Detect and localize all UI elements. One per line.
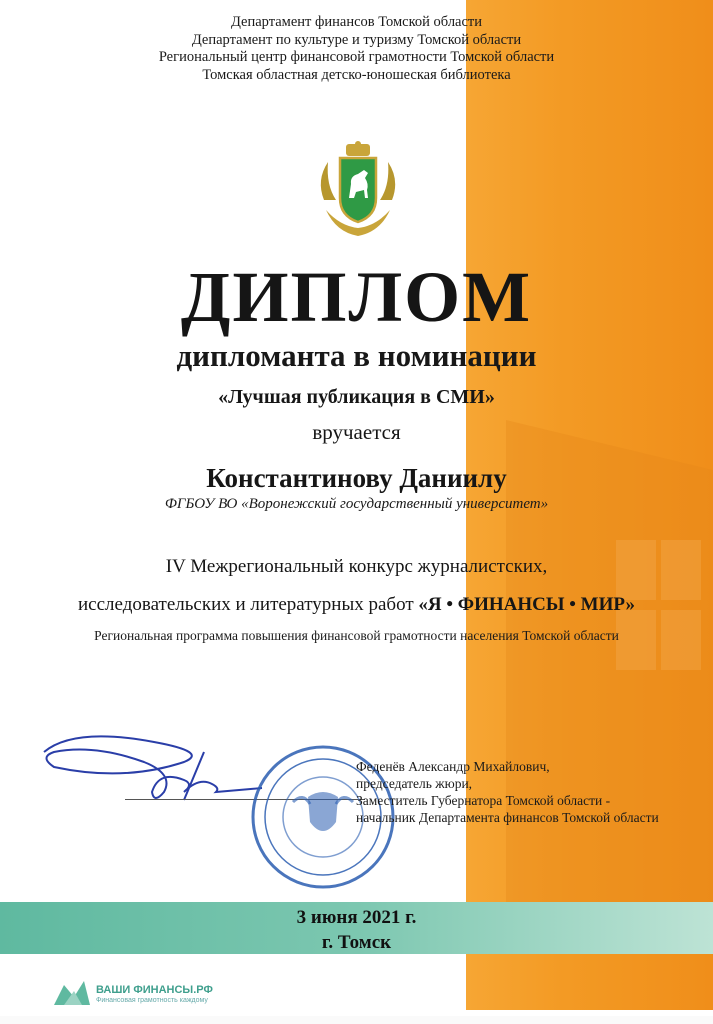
logo-title: ВАШИ ФИНАНСЫ.РФ (96, 984, 213, 996)
awarded-text: вручается (312, 420, 401, 444)
header-line: Департамент по культуре и туризму Томской области (191, 31, 522, 48)
handwritten-signature (34, 722, 264, 822)
header-line: Томская областная детско-юношеская библиотека (202, 66, 511, 83)
diploma-subtitle: дипломанта в номинации (176, 338, 537, 373)
header-line: Региональный центр финансовой грамотности Томской области (158, 49, 555, 65)
signer-role: Заместитель Губернатора Томской области - (356, 793, 611, 808)
issue-date: 3 июня 2021 г. (296, 907, 417, 928)
issuing-organizations (0, 14, 713, 84)
signer-role: начальник Департамента финансов Томской области (356, 810, 659, 825)
contest-line-2-prefix: исследовательских и литературных работ (78, 594, 419, 615)
nomination-name: «Лучшая публикация в СМИ» (218, 386, 495, 408)
tomsk-coat-of-arms-icon (316, 140, 400, 240)
issue-city: г. Томск (321, 932, 392, 953)
contest-name: «Я • ФИНАНСЫ • МИР» (418, 594, 635, 615)
contest-line-2 (0, 594, 713, 616)
header-line: Департамент финансов Томской области (230, 14, 483, 30)
signer-block (356, 758, 696, 826)
diploma-title: ДИПЛОМ (180, 257, 533, 337)
logo-subtitle: Финансовая грамотность каждому (96, 997, 208, 1004)
recipient-name: Константинову Даниилу (206, 463, 507, 493)
page-edge (0, 1016, 713, 1024)
signer-role: председатель жюри, (356, 776, 473, 791)
recipient-institution: ФГБОУ ВО «Воронежский государственный университет» (164, 496, 549, 512)
contest-line-1: IV Межрегиональный конкурс журналистских, (165, 556, 548, 577)
program-line: Региональная программа повышения финансовой грамотности населения Томской области (94, 628, 619, 643)
signer-name: Феденёв Александр Михайлович, (356, 759, 550, 774)
